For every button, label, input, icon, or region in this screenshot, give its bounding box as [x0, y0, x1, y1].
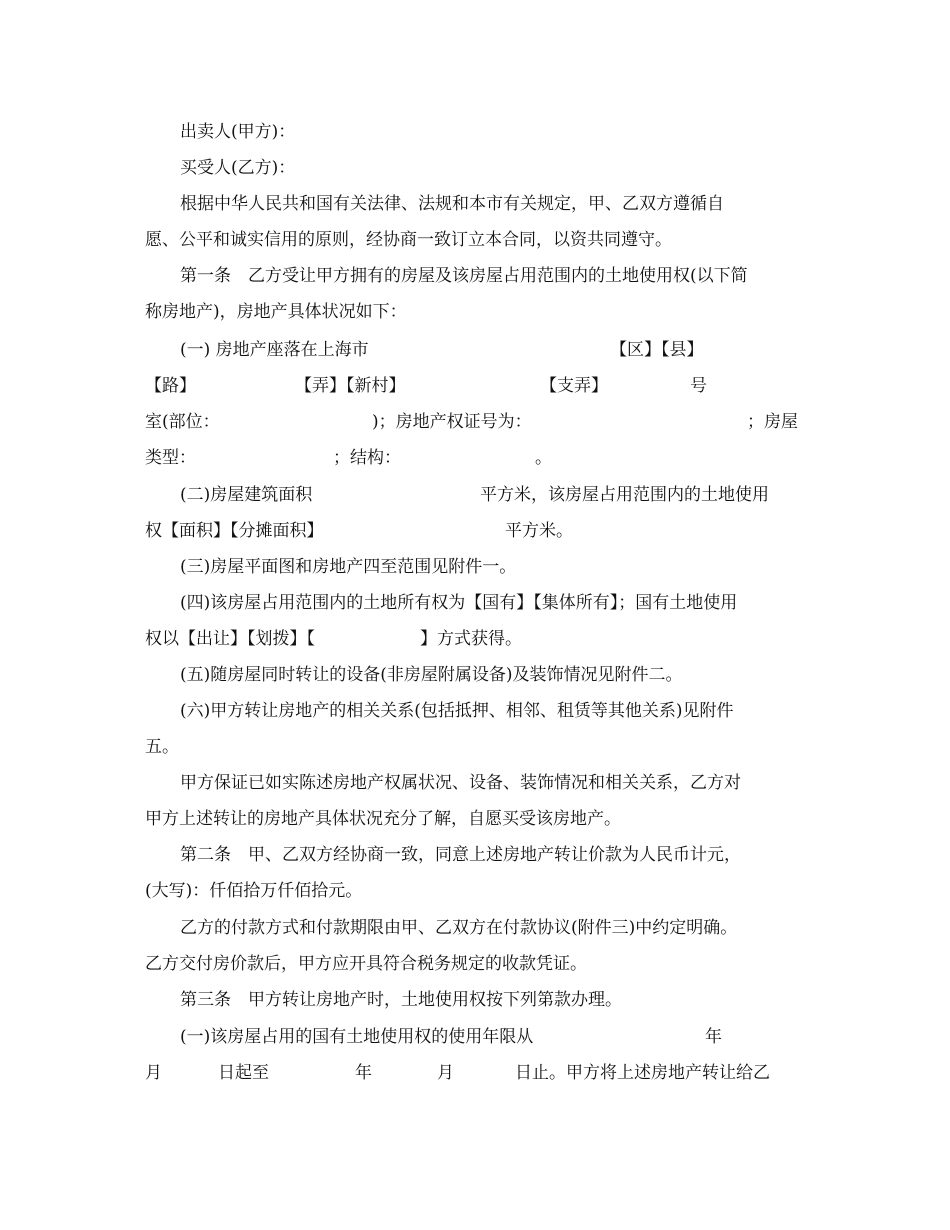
- item-6-line-1: (六)甲方转让房地产的相关关系(包括抵押、相邻、租赁等其他关系)见附件: [180, 701, 734, 721]
- item-4-line-1: (四)该房屋占用范围内的土地所有权为【国有】【集体所有】；国有土地使用: [180, 593, 738, 613]
- payment-line-2: 乙方交付房价款后，甲方应开具符合税务规定的收款凭证。: [145, 954, 587, 974]
- month-marker-1: 月: [145, 1063, 162, 1083]
- year-marker-1: 年: [705, 1027, 722, 1047]
- room-position-label: 室(部位：: [145, 412, 220, 432]
- seller-line: 出卖人(甲方)：: [180, 122, 296, 142]
- buyer-line: 买受人(乙方)：: [180, 158, 296, 178]
- lane-village-marker: 【弄】【新村】: [295, 376, 406, 396]
- day-until-text: 日止。甲方将上述房地产转让给乙: [515, 1063, 770, 1083]
- article-1-line-1: 第一条 乙方受让甲方拥有的房屋及该房屋占用范围内的土地使用权(以下简: [180, 266, 748, 286]
- day-from-marker: 日起至: [218, 1063, 269, 1083]
- district-county-marker: 【区】【县】: [610, 340, 704, 360]
- year-marker-2: 年: [355, 1063, 372, 1083]
- branch-lane-marker: 【支弄】: [540, 376, 608, 396]
- article-3-item-1-start: (一)该房屋占用的国有土地使用权的使用年限从: [180, 1027, 534, 1047]
- item-2-land-use-text: 平方米，该房屋占用范围内的土地使用: [480, 485, 769, 505]
- item-2-building-area-label: (二)房屋建筑面积: [180, 485, 313, 505]
- article-3-line: 第三条 甲方转让房地产时，土地使用权按下列第款办理。: [180, 990, 622, 1010]
- certificate-number-label: )；房地产权证号为：: [372, 412, 532, 432]
- item-2-square-meters: 平方米。: [505, 521, 573, 541]
- item-3-line: (三)房屋平面图和房地产四至范围见附件一。: [180, 557, 517, 577]
- line-end-period: 。: [535, 448, 552, 468]
- guarantee-line-1: 甲方保证已如实陈述房地产权属状况、设备、装饰情况和相关关系，乙方对: [180, 773, 741, 793]
- number-marker: 号: [690, 376, 707, 396]
- item-5-line: (五)随房屋同时转让的设备(非房屋附属设备)及装饰情况见附件二。: [180, 665, 683, 685]
- article-2-line-1: 第二条 甲、乙双方经协商一致，同意上述房地产转让价款为人民币计元，: [180, 845, 741, 865]
- month-marker-2: 月: [437, 1063, 454, 1083]
- item-4-line-2-start: 权以【出让】【划拨】【: [145, 629, 315, 649]
- house-label-start: ；房屋: [747, 412, 798, 432]
- item-6-line-2: 五。: [145, 737, 179, 757]
- house-type-label: 类型：: [145, 448, 196, 468]
- item-1-location-label: (一) 房地产座落在上海市: [180, 340, 369, 360]
- article-2-line-2: (大写)：仟佰拾万仟佰拾元。: [145, 881, 363, 901]
- item-2-area-type-markers: 权【面积】【分摊面积】: [145, 521, 324, 541]
- structure-label: ；结构：: [333, 448, 401, 468]
- item-4-line-2-end: 】方式获得。: [420, 629, 522, 649]
- road-marker: 【路】: [145, 376, 196, 396]
- guarantee-line-2: 甲方上述转让的房地产具体状况充分了解，自愿买受该房地产。: [145, 809, 621, 829]
- article-1-line-2: 称房地产)，房地产具体状况如下：: [145, 302, 407, 322]
- intro-paragraph-line-1: 根据中华人民共和国有关法律、法规和本市有关规定，甲、乙双方遵循自: [180, 194, 724, 214]
- intro-paragraph-line-2: 愿、公平和诚实信用的原则，经协商一致订立本合同，以资共同遵守。: [145, 230, 672, 250]
- payment-line-1: 乙方的付款方式和付款期限由甲、乙双方在付款协议(附件三)中约定明确。: [180, 918, 738, 938]
